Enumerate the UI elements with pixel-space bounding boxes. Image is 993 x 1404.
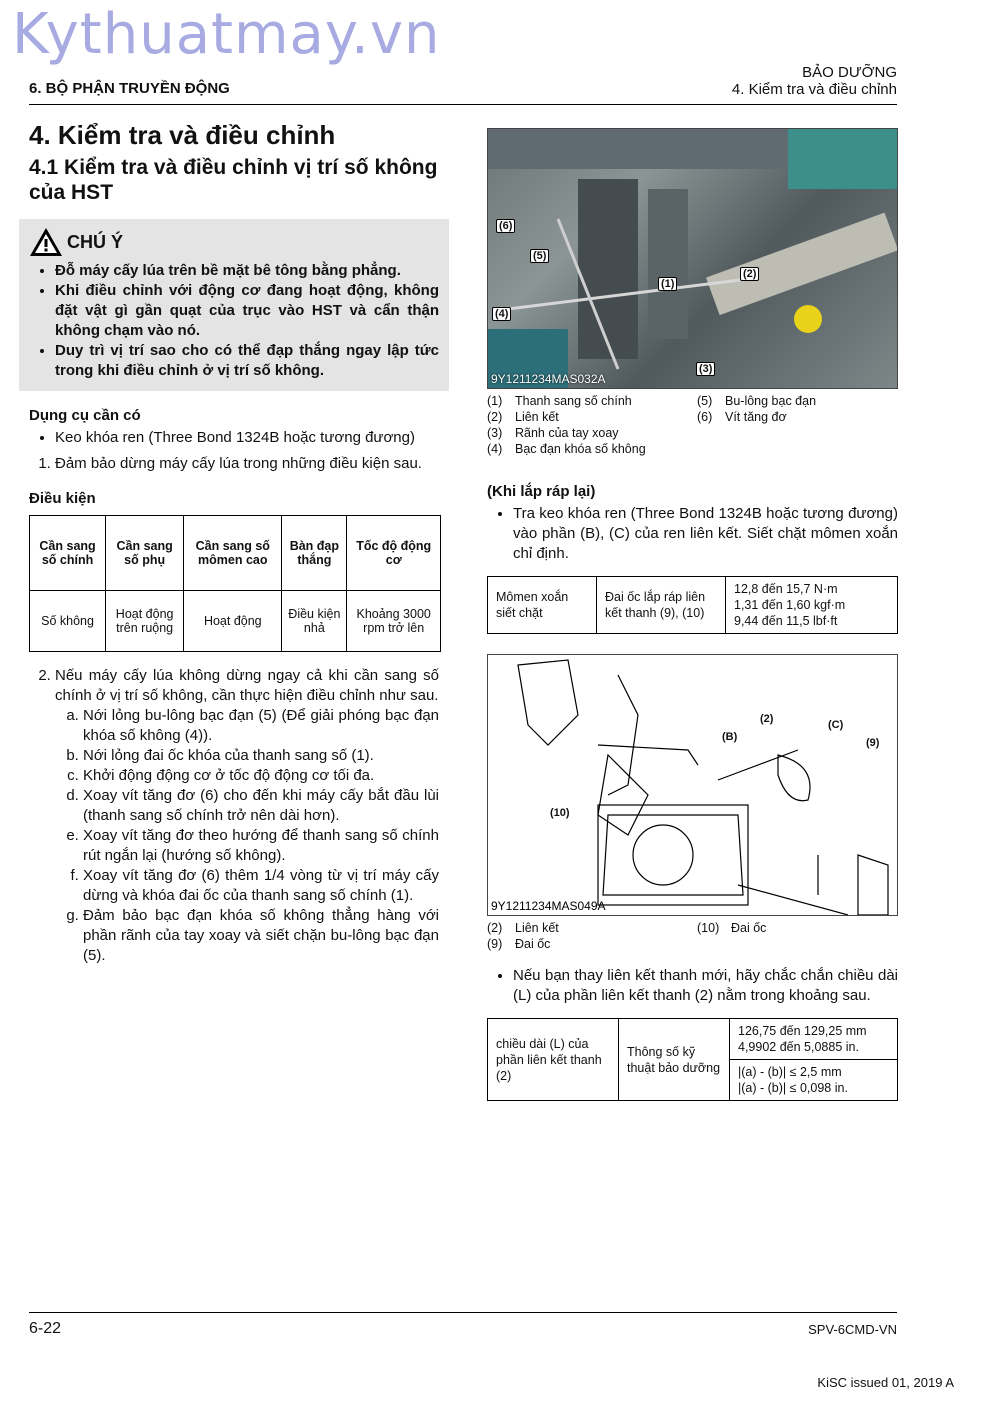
header-subtitle: 4. Kiểm tra và điều chỉnh xyxy=(731,81,897,98)
legend-item: (10) Đai ốc xyxy=(697,921,767,935)
reassembly-list xyxy=(487,504,898,564)
watermark: Kythuatmay.vn xyxy=(12,2,441,67)
legend-item: (2) Liên kết xyxy=(487,921,559,935)
substeps-list xyxy=(55,706,439,966)
header-divider xyxy=(29,104,897,105)
left-column xyxy=(29,120,439,966)
legend-item: (5) Bu-lông bạc đạn xyxy=(697,394,817,408)
replace-note: • Nếu bạn thay liên kết thanh mới, hãy chắc chắn chiều dài (L) của phần liên kết thanh (2) nằm trong khoảng sau. xyxy=(513,966,898,1006)
substep: e. Xoay vít tăng đơ theo hướng để thanh sang số chính rút ngắn lại (hướng số không). xyxy=(83,826,439,866)
caution-item: • Khi điều chỉnh với động cơ đang hoạt động, không đặt vật gì gần quạt của trục vào HST và cẩn thận không chạm vào nó. xyxy=(55,281,439,341)
page-number: 6-22 xyxy=(29,1320,62,1337)
tools-item: • Keo khóa ren (Three Bond 1324B hoặc tương đương) xyxy=(55,428,439,448)
document-code: SPV-6CMD-VN xyxy=(808,1322,897,1337)
photo-caption: 9Y1211234MAS032A xyxy=(491,372,606,386)
table-header-cell: Cần sang số phụ xyxy=(106,516,184,591)
length-spec-table xyxy=(487,1018,898,1101)
reassembly-item: • Tra keo khóa ren (Three Bond 1324B hoặc tương đương) vào phần (B), (C) của ren liên kết. Siết chặt mômen xoắn chỉ định. xyxy=(513,504,898,564)
linkage-diagram xyxy=(487,654,898,916)
callout-2: (2) xyxy=(760,713,774,725)
caution-item: • Duy trì vị trí sao cho có thể đạp thắng ngay lập tức trong khi điều chỉnh ở vị trí số không. xyxy=(55,341,439,381)
table-row xyxy=(488,577,898,634)
callout-2: (2) xyxy=(740,267,759,281)
diagram-caption: 9Y1211234MAS049A xyxy=(491,899,606,913)
photo1-legend xyxy=(487,393,898,457)
tools-list xyxy=(29,428,439,448)
table-cell: |(a) - (b)| ≤ 2,5 mm |(a) - (b)| ≤ 0,098 in. xyxy=(730,1060,898,1101)
substep: c. Khởi động động cơ ở tốc độ động cơ tối đa. xyxy=(83,766,439,786)
replace-note-list xyxy=(487,966,898,1006)
issue-note: KiSC issued 01, 2019 A xyxy=(817,1375,954,1390)
reassembly-heading: (Khi lắp ráp lại) xyxy=(487,483,596,500)
table-header-cell: Bàn đạp thắng xyxy=(282,516,347,591)
caution-item: • Đỗ máy cấy lúa trên bề mặt bê tông bằng phẳng. xyxy=(55,261,439,281)
callout-3: (3) xyxy=(696,362,715,376)
table-cell: Thông số kỹ thuật bảo dưỡng xyxy=(619,1019,730,1101)
legend-item: (4) Bạc đạn khóa số không xyxy=(487,442,646,456)
callout-10: (10) xyxy=(550,807,570,819)
table-cell: chiều dài (L) của phần liên kết thanh (2) xyxy=(488,1019,619,1101)
conditions-heading: Điều kiện xyxy=(29,490,96,507)
header-title: BẢO DƯỠNG xyxy=(802,64,897,81)
table-cell: Hoạt động trên ruộng xyxy=(106,591,184,652)
table-cell: Khoảng 3000 rpm trở lên xyxy=(347,591,441,652)
callout-9: (9) xyxy=(866,737,880,749)
warning-icon xyxy=(29,227,63,257)
table-cell: 12,8 đến 15,7 N·m 1,31 đến 1,60 kgf·m 9,44 đến 11,5 lbf·ft xyxy=(726,577,898,634)
substep: f. Xoay vít tăng đơ (6) thêm 1/4 vòng từ vị trí máy cấy dừng và khóa đai ốc của thanh sang số chính (1). xyxy=(83,866,439,906)
table-cell: Đai ốc lắp ráp liên kết thanh (9), (10) xyxy=(597,577,726,634)
table-header-cell: Cần sang số mômen cao xyxy=(184,516,282,591)
callout-B: (B) xyxy=(722,731,738,743)
header-section: 6. BỘ PHẬN TRUYỀN ĐỘNG xyxy=(29,80,230,97)
photo2-legend xyxy=(487,920,898,952)
caution-box xyxy=(19,219,449,391)
legend-item xyxy=(697,425,897,441)
caution-list xyxy=(29,261,439,381)
table-cell: Mômen xoắn siết chặt xyxy=(488,577,597,634)
substep: a. Nới lỏng bu-lông bạc đạn (5) (Để giải phóng bạc đạn khóa số không (4)). xyxy=(83,706,439,746)
footer-divider xyxy=(29,1312,897,1313)
steps-list-2 xyxy=(29,666,439,966)
section-title: 4.1 Kiểm tra và điều chỉnh vị trí số không của HST xyxy=(29,156,438,204)
conditions-table xyxy=(29,515,441,652)
table-row xyxy=(488,1019,898,1060)
table-cell: Số không xyxy=(30,591,106,652)
table-header-row xyxy=(30,516,441,591)
legend-item: (3) Rãnh của tay xoay xyxy=(487,426,619,440)
table-row xyxy=(30,591,441,652)
callout-C: (C) xyxy=(828,719,844,731)
legend-item: (6) Vít tăng đơ xyxy=(697,410,787,424)
table-cell: Hoạt động xyxy=(184,591,282,652)
right-column xyxy=(487,128,898,1101)
torque-table xyxy=(487,576,898,634)
step-2 xyxy=(55,666,439,966)
legend-item: (1) Thanh sang số chính xyxy=(487,394,632,408)
page-title: 4. Kiểm tra và điều chỉnh xyxy=(29,120,336,150)
callout-5: (5) xyxy=(530,249,549,263)
table-header-cell: Tốc độ động cơ xyxy=(347,516,441,591)
mechanism-photo xyxy=(487,128,898,389)
tools-heading: Dụng cụ cần có xyxy=(29,407,141,424)
table-cell: Điều kiện nhả xyxy=(282,591,347,652)
caution-title: CHÚ Ý xyxy=(67,231,124,252)
step-1: 1. Đảm bảo dừng máy cấy lúa trong những điều kiện sau. xyxy=(55,454,439,474)
legend-item: (9) Đai ốc xyxy=(487,937,551,951)
table-cell: 126,75 đến 129,25 mm 4,9902 đến 5,0885 in. xyxy=(730,1019,898,1060)
table-header-cell: Cần sang số chính xyxy=(30,516,106,591)
caution-header xyxy=(29,227,439,257)
substep: d. Xoay vít tăng đơ (6) cho đến khi máy cấy bắt đầu lùi (thanh sang số chính trở nên dài hơn). xyxy=(83,786,439,826)
photo-illustration xyxy=(488,129,898,389)
steps-list-1 xyxy=(29,454,439,474)
step-2-text: Nếu máy cấy lúa không dừng ngay cả khi cần sang số chính ở vị trí số không, cần thực hiện điều chỉnh như sau. xyxy=(55,667,439,704)
callout-4: (4) xyxy=(492,307,511,321)
substep: b. Nới lỏng đai ốc khóa của thanh sang số (1). xyxy=(83,746,439,766)
diagram-illustration xyxy=(488,655,898,916)
callout-6: (6) xyxy=(496,219,515,233)
callout-1: (1) xyxy=(658,277,677,291)
substep: g. Đảm bảo bạc đạn khóa số không thẳng hàng với phần rãnh của tay xoay và siết chặn bu-lông bạc đạn (5). xyxy=(83,906,439,966)
legend-item: (2) Liên kết xyxy=(487,410,559,424)
